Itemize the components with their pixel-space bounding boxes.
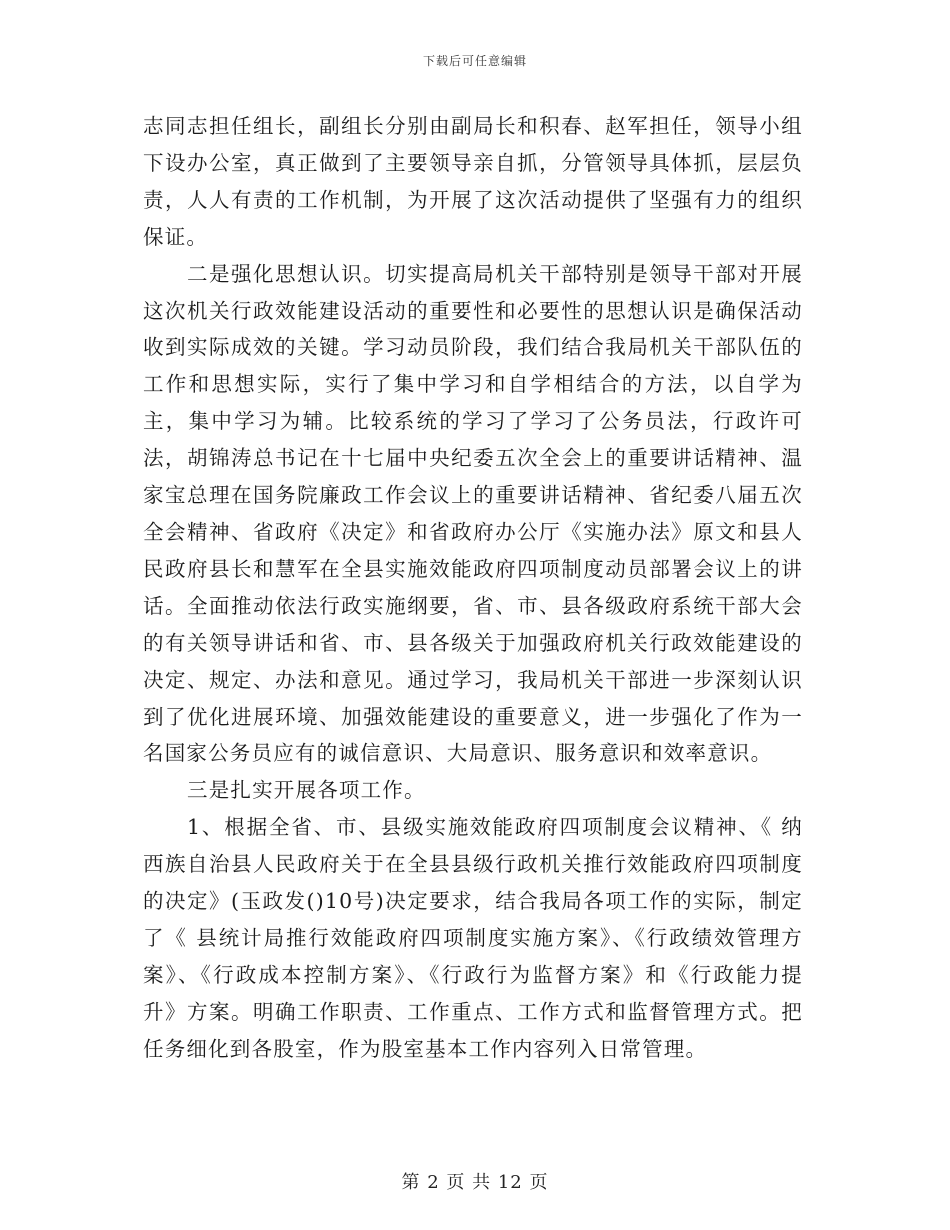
document-body xyxy=(143,108,803,1068)
paragraph-3: 三是扎实开展各项工作。 xyxy=(187,778,426,803)
paragraph-4: 1、根据全省、市、县级实施效能政府四项制度会议精神、《 纳西族自治县人民政府关于在全县县级行政机关推行效能政府四项制度的决定》(玉政发()10号)决定要求，结合我局各项工作的实际，制定了《 县统计局推行效能政府四项制度实施方案》、《行政绩效管理方案》、《行政成本控制方案》、《行政行为监督方案》和《行政能力提升》方案。明确工作职责、工作重点、工作方式和监督管理方式。把任务细化到各股室，作为股室基本工作内容列入日常管理。 xyxy=(143,815,803,1061)
page-header-note: 下载后可任意编辑 xyxy=(422,54,527,68)
paragraph-2: 二是强化思想认识。切实提高局机关干部特别是领导干部对开展这次机关行政效能建设活动的重要性和必要性的思想认识是确保活动收到实际成效的关键。学习动员阶段，我们结合我局机关干部队伍的工作和思想实际，实行了集中学习和自学相结合的方法，以自学为主，集中学习为辅。比较系统的学习了学习了公务员法，行政许可法，胡锦涛总书记在十七届中央纪委五次全会上的重要讲话精神、温家宝总理在国务院廉政工作会议上的重要讲话精神、省纪委八届五次全会精神、省政府《决定》和省政府办公厅《实施办法》原文和县人民政府县长和慧军在全县实施效能政府四项制度动员部署会议上的讲话。全面推动依法行政实施纲要，省、市、县各级政府系统干部大会的有关领导讲话和省、市、县各级关于加强政府机关行政效能建设的决定、规定、办法和意见。通过学习，我局机关干部进一步深刻认识到了优化进展环境、加强效能建设的重要意义，进一步强化了作为一名国家公务员应有的诚信意识、大局意识、服务意识和效率意识。 xyxy=(143,261,803,766)
page-number-footer: 第 2 页 共 12 页 xyxy=(401,1172,549,1193)
paragraph-1: 志同志担任组长，副组长分别由副局长和积春、赵军担任，领导小组下设办公室，真正做到了主要领导亲自抓，分管领导具体抓，层层负责，人人有责的工作机制，为开展了这次活动提供了坚强有力的组织保证。 xyxy=(143,114,803,249)
